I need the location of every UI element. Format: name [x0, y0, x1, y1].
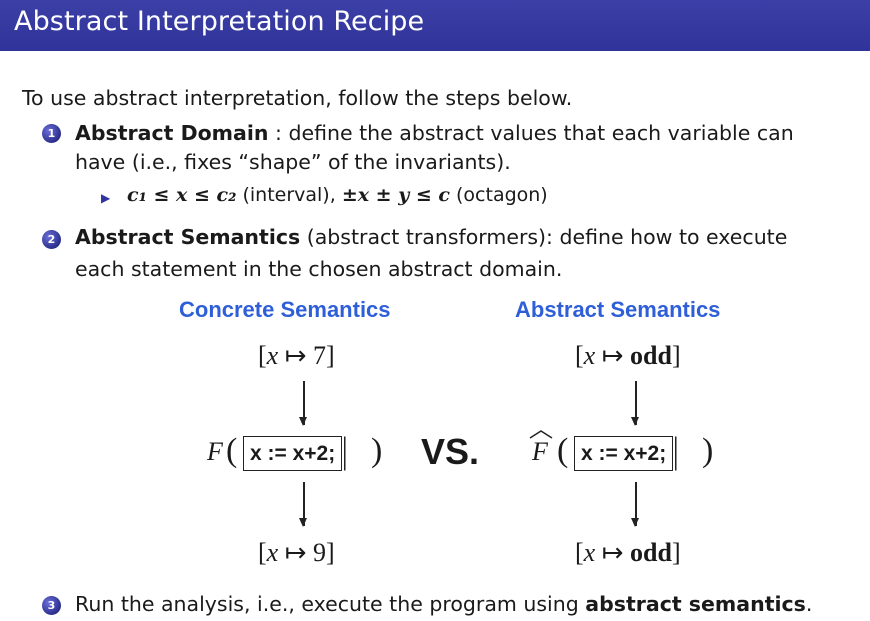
step-2-text: (abstract transformers): define how to execute	[300, 225, 788, 249]
step-3-line	[75, 592, 812, 616]
abstract-top-state: [x ↦ odd]	[575, 341, 681, 370]
interval-math: c₁ ≤ x ≤ c₂	[127, 184, 237, 206]
step-2-term: Abstract Semantics	[75, 225, 301, 249]
abstract-left-paren: (	[557, 432, 569, 469]
widehat-icon	[529, 429, 553, 439]
concrete-bottom-state: [x ↦ 9]	[258, 538, 335, 567]
subitem-triangle-icon: ▶	[101, 191, 111, 205]
step-3-end: .	[805, 592, 813, 616]
intro-text: To use abstract interpretation, follow the steps below.	[22, 86, 573, 110]
concrete-top-state: [x ↦ 7]	[258, 341, 335, 370]
step-1-text: : define the abstract values that each variable can	[268, 121, 794, 145]
concrete-right-paren: )	[371, 432, 383, 469]
abstract-code-box: x := x+2;	[574, 436, 673, 471]
concrete-left-paren: (	[226, 432, 238, 469]
octagon-math: ±x ± y ≤ c	[341, 184, 450, 206]
slide-title: Abstract Interpretation Recipe	[14, 6, 425, 37]
abstract-right-paren: )	[702, 432, 714, 469]
vs-label: VS.	[421, 431, 480, 472]
step-3-term: abstract semantics	[585, 592, 806, 616]
concrete-code-box: x := x+2;	[243, 436, 342, 471]
step-1-subitem	[127, 184, 548, 206]
step-1-bullet: 1	[42, 124, 61, 143]
concrete-semantics-header: Concrete Semantics	[179, 297, 391, 322]
concrete-arrow-down-1	[303, 381, 305, 425]
step-2-line-1	[75, 225, 787, 249]
interval-label: (interval),	[236, 184, 342, 206]
abstract-func: F	[532, 437, 548, 466]
abstract-arrow-down-1	[635, 381, 637, 425]
abstract-arrow-down-2	[635, 482, 637, 526]
concrete-arrow-down-2	[303, 482, 305, 526]
octagon-label: (octagon)	[449, 184, 548, 206]
step-2-bullet: 2	[42, 230, 61, 249]
step-1-line-2: have (i.e., fixes “shape” of the invariants).	[75, 150, 511, 174]
step-3-bullet: 3	[42, 596, 61, 615]
abstract-bottom-state: [x ↦ odd]	[575, 538, 681, 567]
step-1-line-1	[75, 121, 794, 145]
step-2-line-2: each statement in the chosen abstract domain.	[75, 257, 563, 281]
step-1-term: Abstract Domain	[75, 121, 269, 145]
title-bar	[0, 0, 870, 51]
abstract-semantics-header: Abstract Semantics	[515, 297, 721, 322]
step-3-text: Run the analysis, i.e., execute the program using	[75, 592, 586, 616]
concrete-func: F	[207, 437, 223, 466]
